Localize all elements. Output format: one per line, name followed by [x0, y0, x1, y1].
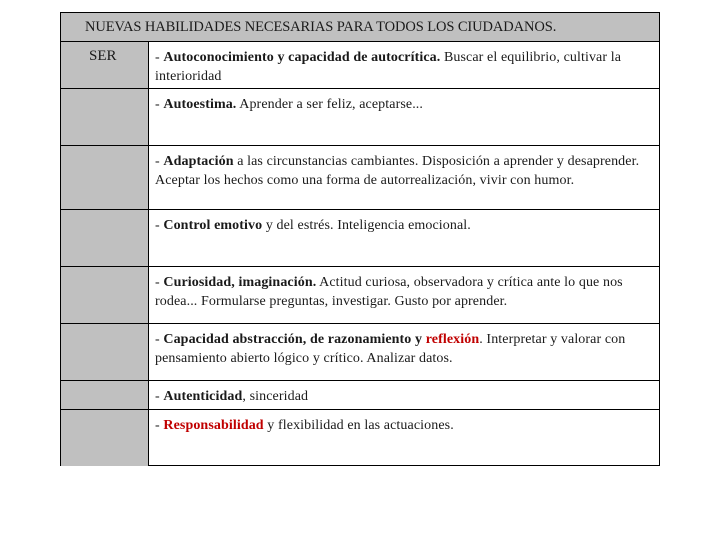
category-cell-empty [61, 267, 148, 324]
category-cell-empty [61, 410, 148, 466]
skill-row: - Responsabilidad y flexibilidad en las actuaciones. [155, 418, 454, 433]
category-cell-empty [61, 146, 148, 210]
skill-name: Autoconocimiento y capacidad de autocrítica. [163, 50, 441, 65]
category-cell-empty [61, 210, 148, 267]
category-cell [61, 42, 148, 89]
skill-name: Control emotivo [163, 218, 263, 233]
skill-name: Curiosidad, imaginación. [163, 275, 317, 290]
category-column [61, 42, 149, 465]
category-cell-empty [61, 89, 148, 146]
skill-row: - Curiosidad, imaginación. Actitud curiosa, observadora y crítica ante lo que nos rodea... Formularse preguntas, investigar. Gusto por aprender. [149, 267, 659, 324]
skill-description: y del estrés. Inteligencia emocional. [262, 218, 471, 233]
skill-description: y flexibilidad en las actuaciones. [263, 418, 454, 433]
skill-description: . Interpretar y valorar con pensamiento abierto lógico y crítico. Analizar datos. [155, 332, 626, 366]
skill-row: - Autoconocimiento y capacidad de autocrítica. Buscar el equilibrio, cultivar la interioridad [149, 42, 659, 89]
skill-name-highlight: reflexión [425, 332, 480, 347]
skill-description: Aprender a ser feliz, aceptarse... [236, 97, 423, 112]
skill-description: Buscar el equilibrio, cultivar la interioridad [155, 50, 622, 84]
category-label: SER [89, 48, 117, 64]
table-title: NUEVAS HABILIDADES NECESARIAS PARA TODOS LOS CIUDADANOS. [61, 13, 659, 42]
category-cell-empty [61, 381, 148, 410]
skill-row: - Autenticidad, sinceridad [149, 381, 659, 410]
skill-name: Adaptación [163, 154, 234, 169]
skill-name: Autoestima. [163, 97, 237, 112]
skill-row: - Capacidad abstracción, de razonamiento y reflexión. Interpretar y valorar con pensamiento abierto lógico y crítico. Analizar datos. [149, 324, 659, 381]
skill-name-highlight: Responsabilidad [163, 418, 264, 433]
skill-row: - Control emotivo y del estrés. Inteligencia emocional. [149, 210, 659, 267]
skill-description: Actitud curiosa, observadora y crítica ante lo que nos rodea... Formularse preguntas, investigar. Gusto por aprender. [155, 275, 623, 309]
skill-row: - Autoestima. Aprender a ser feliz, aceptarse... [149, 89, 659, 146]
skill-description: a las circunstancias cambiantes. Disposición a aprender y desaprender. Aceptar los hechos como una forma de autorrealización, vivir con humor. [155, 154, 640, 188]
skill-row: - Adaptación a las circunstancias cambiantes. Disposición a aprender y desaprender. Aceptar los hechos como una forma de autorrealización, vivir con humor. [149, 146, 659, 210]
category-cell-empty [61, 324, 148, 381]
skill-description: , sinceridad [242, 389, 309, 404]
skill-name: Capacidad abstracción, de razonamiento y [163, 332, 426, 347]
skills-table [60, 12, 660, 466]
skill-name: Autenticidad [163, 389, 243, 404]
